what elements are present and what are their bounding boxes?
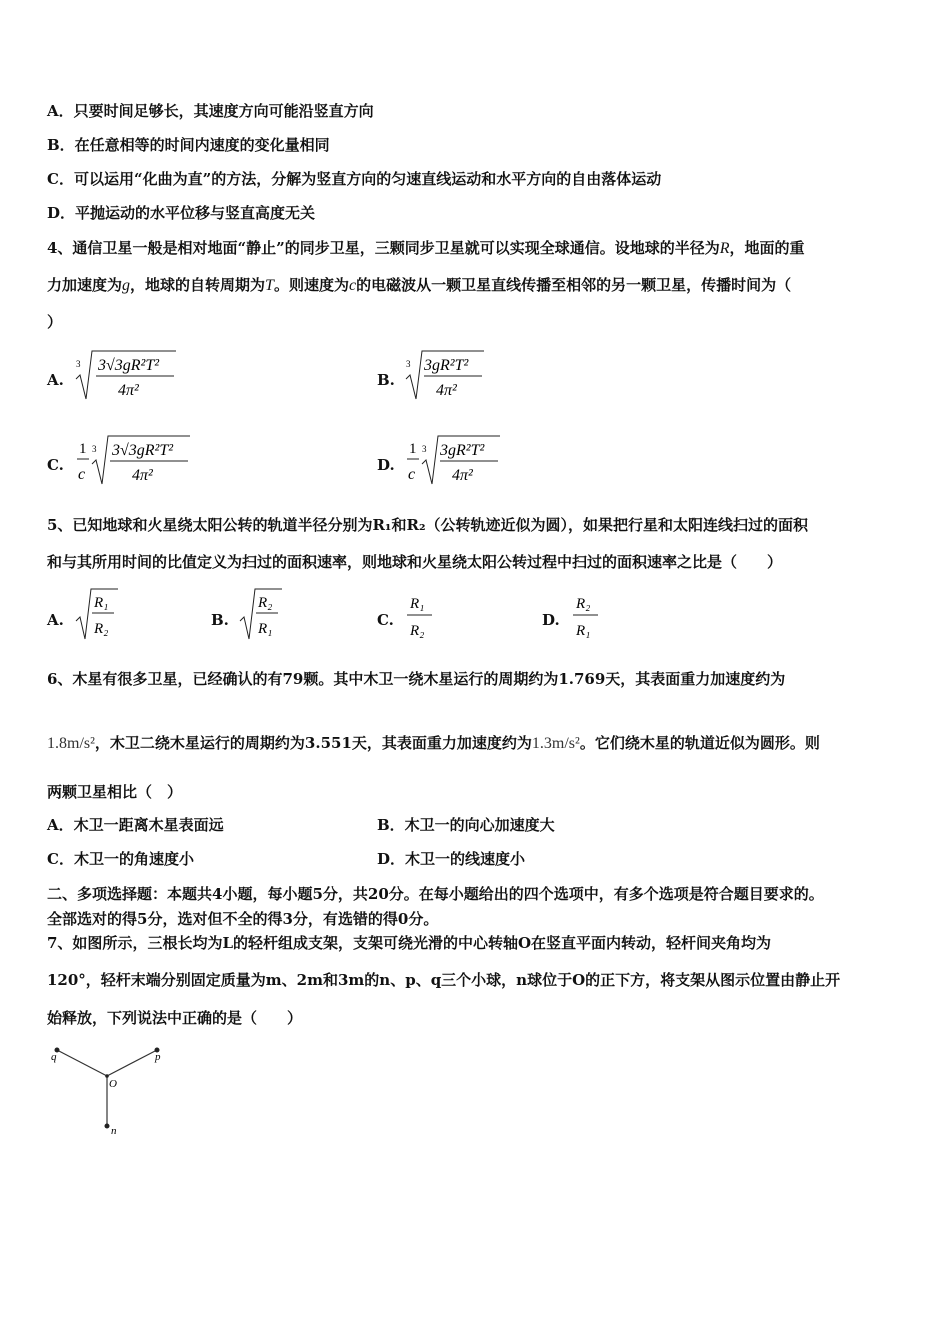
q3-option-b: B．在任意相等的时间内速度的变化量相同 <box>47 136 330 154</box>
q3-option-a: A．只要时间足够长，其速度方向可能沿竖直方向 <box>47 102 374 120</box>
q6-gravity-2: 1.3m/s² <box>531 735 580 752</box>
q6-option-d: D．木卫一的线速度小 <box>377 850 526 868</box>
denominator: 4π² <box>452 467 473 484</box>
q7-figure <box>45 1040 175 1140</box>
numerator: R₁ <box>94 595 109 611</box>
denominator: R₁ <box>576 623 591 639</box>
root-index: 3 <box>422 444 427 454</box>
q5-option-d-formula <box>570 590 604 646</box>
numerator: 3gR²T² <box>440 442 485 459</box>
q6-gravity-1: 1.8m/s² <box>47 735 95 752</box>
q6-stem-line2: 1.8m/s²，木卫二绕木星运行的周期约为3.551天，其表面重力加速度约为1.3m/s²。它们绕木星的轨道近似为圆形。则 <box>47 734 820 752</box>
q4-stem-line3: ） <box>47 313 63 331</box>
denominator: 4π² <box>436 382 457 399</box>
q4-option-b-formula <box>400 345 490 405</box>
frac-one: 1 <box>409 441 417 457</box>
q6-option-b: B．木卫一的向心加速度大 <box>377 816 555 834</box>
section2-heading-line1: 二、多项选择题：本题共4小题，每小题5分，共20分。在每小题给出的四个选项中，有多个选项是符合题目要求的。 <box>47 885 824 903</box>
numerator: 3√3gR²T² <box>112 442 174 459</box>
section2-heading-line2: 全部选对的得5分，选对但不全的得3分，有选错的得0分。 <box>47 910 439 928</box>
denominator: 4π² <box>132 467 153 484</box>
q6-option-c: C．木卫一的角速度小 <box>47 850 194 868</box>
q5-label-b: B. <box>211 611 229 629</box>
q7-stem-line3: 始释放，下列说法中正确的是（ ） <box>47 1009 303 1027</box>
q4-option-d-formula <box>404 430 504 490</box>
q7-stem-line1: 7、如图所示，三根长均为L的轻杆组成支架，支架可绕光滑的中心转轴O在竖直平面内转动，轻杆间夹角均为 <box>47 934 772 952</box>
label-n: n <box>111 1125 117 1137</box>
q5-stem-line2: 和与其所用时间的比值定义为扫过的面积速率，则地球和火星绕太阳公转过程中扫过的面积速率之比是（ ） <box>47 553 783 571</box>
q5-label-c: C. <box>377 611 394 629</box>
frac-c: c <box>408 466 416 483</box>
q4-stem-line1: 4、通信卫星一般是相对地面“静止”的同步卫星，三颗同步卫星就可以实现全球通信。设地球的半径为R，地面的重 <box>47 239 805 257</box>
q5-option-b-formula <box>236 585 286 645</box>
rod-q <box>57 1050 107 1076</box>
label-o: O <box>109 1078 117 1090</box>
q5-option-a-formula <box>72 585 122 645</box>
q4-stem-line2: 力加速度为g，地球的自转周期为T。则速度为c的电磁波从一颗卫星直线传播至相邻的另一颗卫星，传播时间为（ <box>47 276 792 294</box>
q4-label-b: B. <box>377 371 395 389</box>
q4-option-c-formula <box>74 430 194 490</box>
q4-label-a: A. <box>47 371 64 389</box>
numerator: 3√3gR²T² <box>98 357 160 374</box>
denominator: R₁ <box>258 621 273 637</box>
root-index: 3 <box>406 359 411 369</box>
denominator: R₂ <box>94 621 109 637</box>
q3-option-c: C．可以运用“化曲为直”的方法，分解为竖直方向的匀速直线运动和水平方向的自由落体运动 <box>47 170 662 188</box>
root-index: 3 <box>92 444 97 454</box>
q5-label-d: D. <box>542 611 560 629</box>
ball-n <box>105 1124 110 1129</box>
numerator: 3gR²T² <box>424 357 469 374</box>
q5-option-c-formula <box>404 590 438 646</box>
q3-option-d: D．平抛运动的水平位移与竖直高度无关 <box>47 204 316 222</box>
q4-option-a-formula <box>70 345 180 405</box>
q4-label-d: D. <box>377 456 395 474</box>
numerator: R₁ <box>410 596 425 612</box>
label-q: q <box>51 1051 57 1063</box>
frac-c: c <box>78 466 86 483</box>
q6-stem-line3: 两颗卫星相比（ ） <box>47 783 183 801</box>
label-p: p <box>155 1051 161 1063</box>
q5-label-a: A. <box>47 611 64 629</box>
denominator: R₂ <box>410 623 425 639</box>
rod-p <box>107 1050 157 1076</box>
q6-option-a: A．木卫一距离木星表面远 <box>47 816 224 834</box>
q6-stem-line1: 6、木星有很多卫星，已经确认的有79颗。其中木卫一绕木星运行的周期约为1.769天，其表面重力加速度约为 <box>47 670 786 688</box>
frac-one: 1 <box>79 441 87 457</box>
numerator: R₂ <box>576 596 591 612</box>
denominator: 4π² <box>118 382 139 399</box>
numerator: R₂ <box>258 595 273 611</box>
q5-stem-line1: 5、已知地球和火星绕太阳公转的轨道半径分别为R₁和R₂（公转轨迹近似为圆），如果把行星和太阳连线扫过的面积 <box>47 516 809 534</box>
root-index: 3 <box>76 359 81 369</box>
q4-label-c: C. <box>47 456 64 474</box>
q7-stem-line2: 120°，轻杆末端分别固定质量为m、2m和3m的n、p、q三个小球，n球位于O的正下方，将支架从图示位置由静止开 <box>47 971 841 989</box>
